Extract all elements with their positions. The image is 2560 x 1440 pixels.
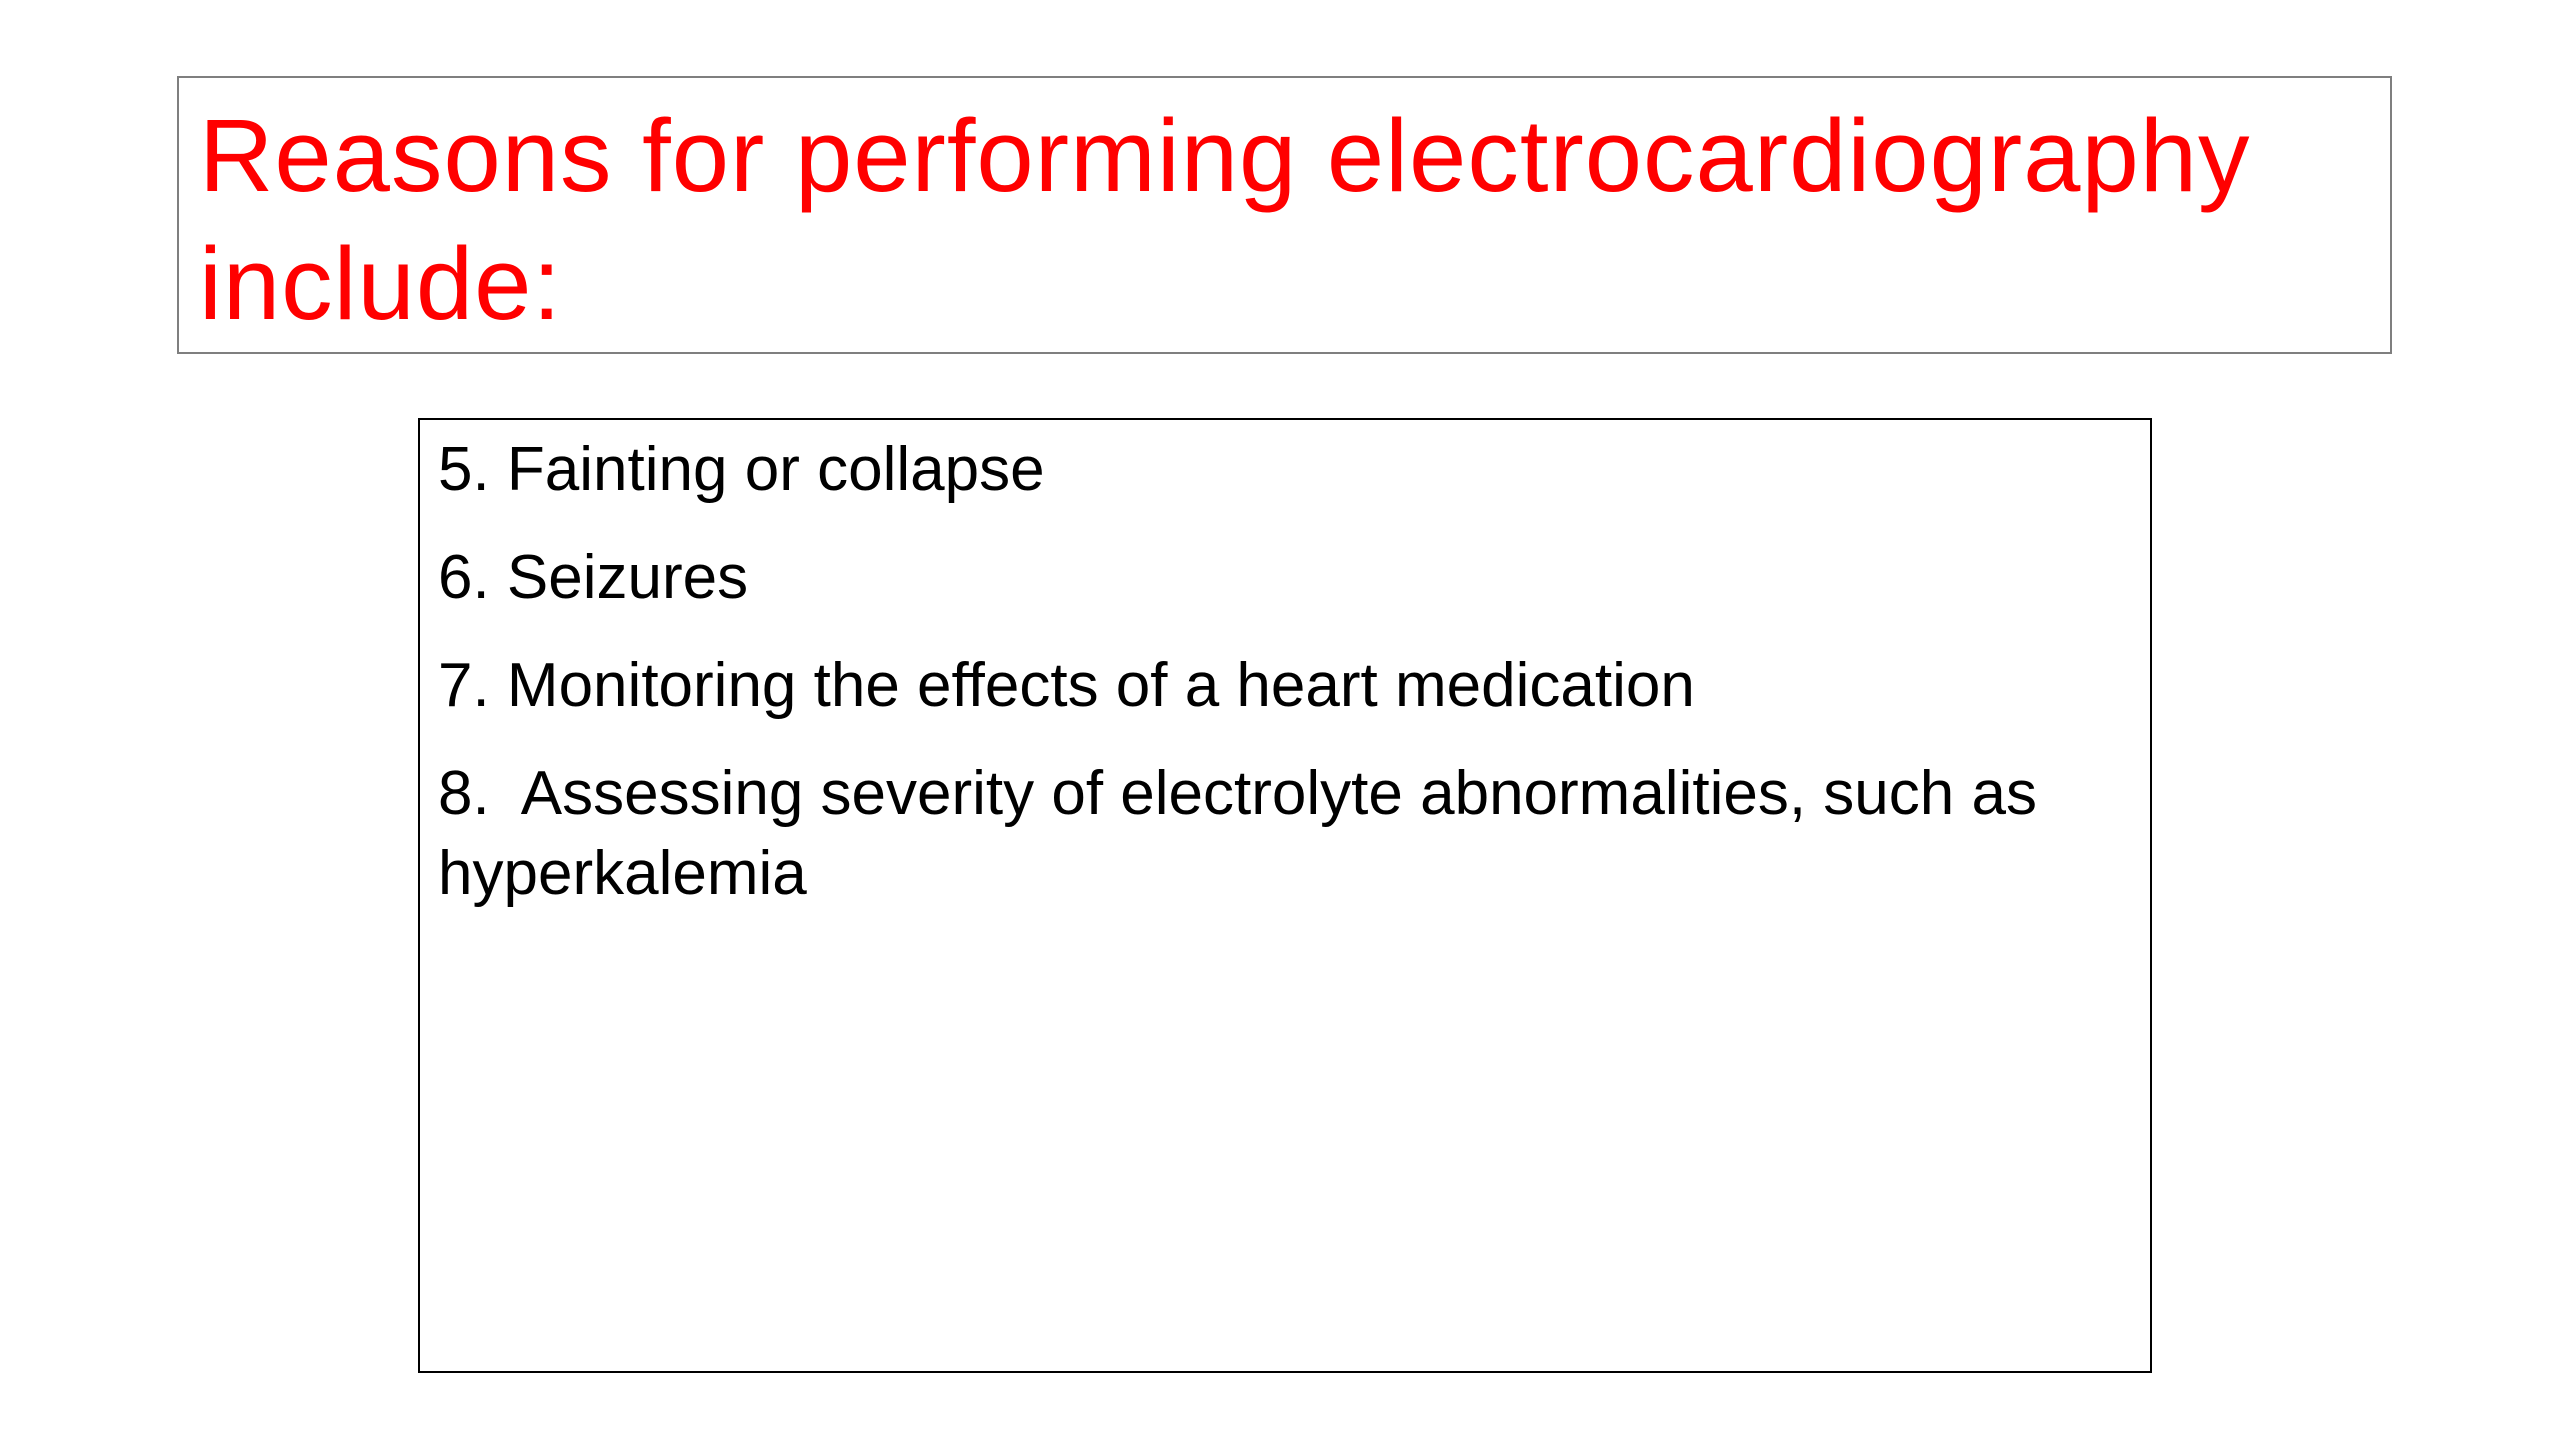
content-box	[418, 418, 2152, 1373]
slide-title: Reasons for performing electrocardiography include:	[199, 98, 2251, 341]
list-item: 7. Monitoring the effects of a heart medication	[438, 651, 1695, 720]
title-box	[177, 76, 2392, 354]
list-item: 8. Assessing severity of electrolyte abnormalities, such as hyperkalemia	[438, 759, 2055, 908]
list-item: 6. Seizures	[438, 543, 749, 612]
list-item: 5. Fainting or collapse	[438, 435, 1045, 504]
reasons-list	[438, 430, 2110, 914]
